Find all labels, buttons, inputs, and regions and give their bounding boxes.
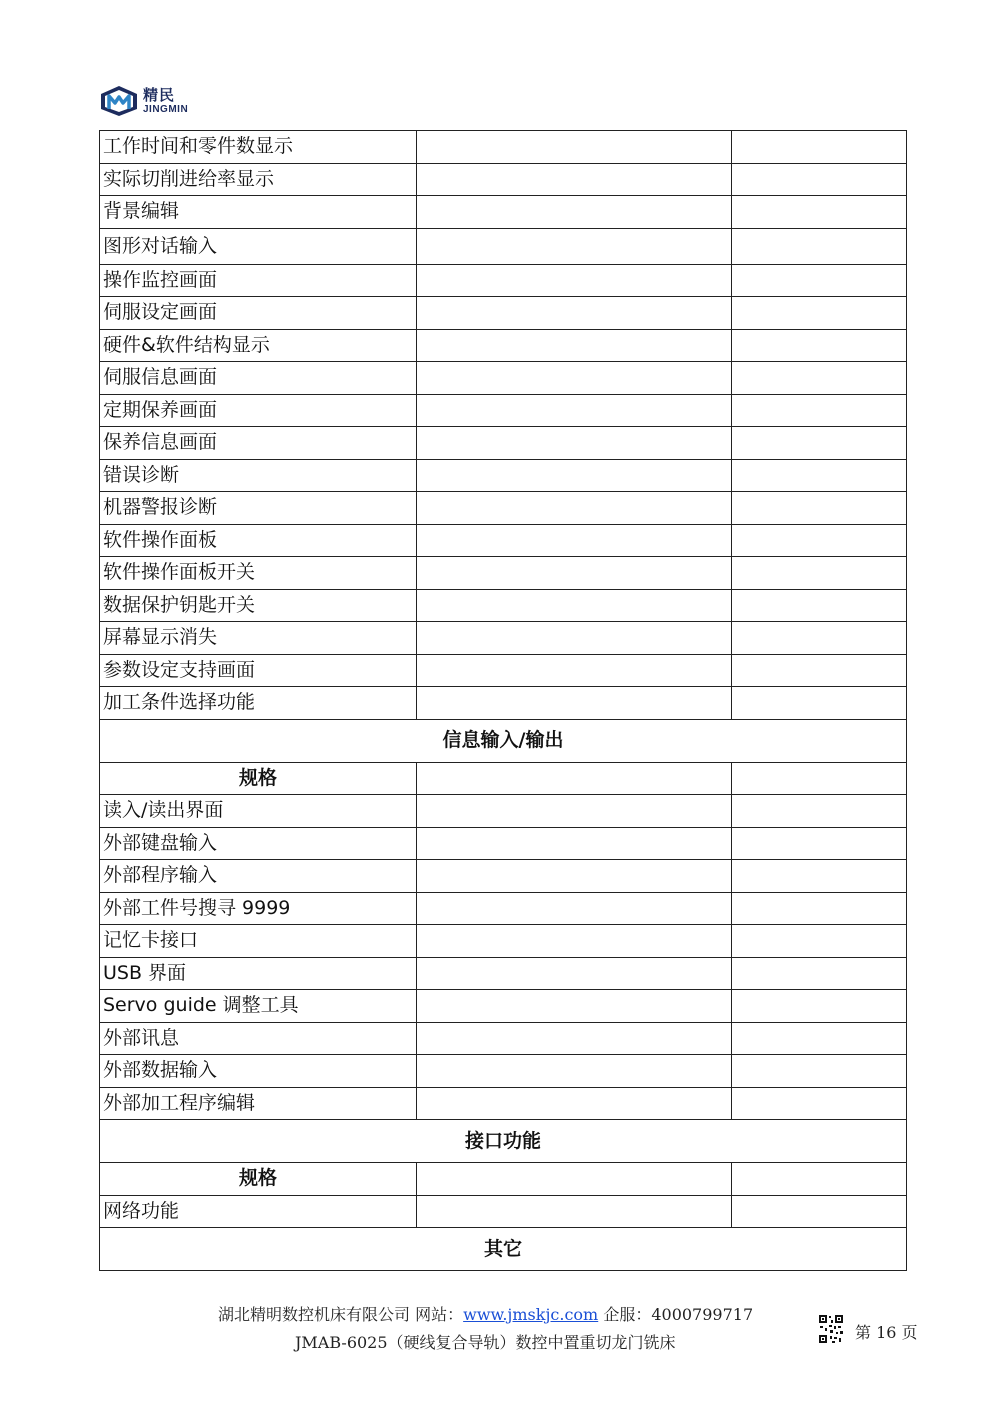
row-label: 软件操作面板开关 — [100, 557, 417, 590]
row-value — [417, 264, 732, 297]
spec-header-row — [100, 762, 907, 795]
row-note — [732, 990, 907, 1023]
row-label: 伺服设定画面 — [100, 297, 417, 330]
table-row — [100, 362, 907, 395]
row-label: 数据保护钥匙开关 — [100, 589, 417, 622]
table-row — [100, 827, 907, 860]
section-title: 其它 — [100, 1228, 907, 1271]
table-row — [100, 492, 907, 525]
row-label: 硬件&软件结构显示 — [100, 329, 417, 362]
row-value — [417, 394, 732, 427]
table-row — [100, 687, 907, 720]
row-note — [732, 589, 907, 622]
row-label: 实际切削进给率显示 — [100, 163, 417, 196]
spec-header-row — [100, 1163, 907, 1196]
row-note — [732, 1055, 907, 1088]
table-row — [100, 622, 907, 655]
row-note — [732, 1163, 907, 1196]
row-value — [417, 228, 732, 264]
row-label: 保养信息画面 — [100, 427, 417, 460]
row-note — [732, 687, 907, 720]
table-row — [100, 589, 907, 622]
row-value — [417, 827, 732, 860]
row-value — [417, 892, 732, 925]
table-row — [100, 131, 907, 164]
section-header-interface — [100, 1120, 907, 1163]
qr-code-icon — [818, 1314, 844, 1344]
row-value — [417, 297, 732, 330]
row-note — [732, 557, 907, 590]
table-row — [100, 297, 907, 330]
footer-website-link[interactable]: www.jmskjc.com — [463, 1305, 599, 1324]
row-value — [417, 622, 732, 655]
row-value — [417, 687, 732, 720]
footer-contact-line — [218, 1302, 753, 1325]
spec-column-header: 规格 — [100, 1163, 417, 1196]
row-note — [732, 524, 907, 557]
row-label: 屏幕显示消失 — [100, 622, 417, 655]
row-value — [417, 492, 732, 525]
row-value — [417, 524, 732, 557]
row-label: USB 界面 — [100, 957, 417, 990]
row-value — [417, 1195, 732, 1228]
row-value — [417, 1022, 732, 1055]
row-note — [732, 394, 907, 427]
row-value — [417, 131, 732, 164]
row-label: 图形对话输入 — [100, 228, 417, 264]
section-title: 接口功能 — [100, 1120, 907, 1163]
row-note — [732, 228, 907, 264]
row-note — [732, 264, 907, 297]
section-title: 信息输入/输出 — [100, 719, 907, 762]
footer-company: 湖北精明数控机床有限公司 — [218, 1305, 411, 1324]
row-label: 工作时间和零件数显示 — [100, 131, 417, 164]
table-row — [100, 654, 907, 687]
row-value — [417, 957, 732, 990]
row-label: 伺服信息画面 — [100, 362, 417, 395]
table-row — [100, 1055, 907, 1088]
row-label: 背景编辑 — [100, 196, 417, 229]
row-note — [732, 860, 907, 893]
row-value — [417, 163, 732, 196]
spec-column-header: 规格 — [100, 762, 417, 795]
section-header-io — [100, 719, 907, 762]
table-row — [100, 925, 907, 958]
row-value — [417, 795, 732, 828]
row-label: 外部数据输入 — [100, 1055, 417, 1088]
footer-website-label: 网站： — [415, 1305, 464, 1324]
table-row — [100, 957, 907, 990]
table-row — [100, 892, 907, 925]
row-note — [732, 762, 907, 795]
page-number: 第 16 页 — [855, 1323, 918, 1342]
logo-english-text: JINGMIN — [143, 103, 189, 115]
table-row — [100, 427, 907, 460]
row-note — [732, 297, 907, 330]
footer-product-line: JMAB-6025（硬线复合导轨）数控中置重切龙门铣床 — [295, 1333, 676, 1352]
jingmin-logo-icon — [99, 85, 139, 117]
row-label: 外部讯息 — [100, 1022, 417, 1055]
row-label: 机器警报诊断 — [100, 492, 417, 525]
row-value — [417, 860, 732, 893]
row-note — [732, 654, 907, 687]
table-row — [100, 795, 907, 828]
logo-chinese-text: 精民 — [143, 85, 176, 104]
table-row — [100, 394, 907, 427]
row-note — [732, 492, 907, 525]
row-value — [417, 990, 732, 1023]
company-logo — [99, 84, 188, 118]
row-value — [417, 196, 732, 229]
row-note — [732, 827, 907, 860]
row-value — [417, 762, 732, 795]
table-row — [100, 1087, 907, 1120]
row-label: 定期保养画面 — [100, 394, 417, 427]
row-note — [732, 957, 907, 990]
table-row — [100, 329, 907, 362]
table-row — [100, 990, 907, 1023]
row-label: 外部工件号搜寻 9999 — [100, 892, 417, 925]
table-row — [100, 524, 907, 557]
row-note — [732, 163, 907, 196]
row-label: 外部程序输入 — [100, 860, 417, 893]
row-label: 加工条件选择功能 — [100, 687, 417, 720]
row-note — [732, 196, 907, 229]
row-value — [417, 589, 732, 622]
row-note — [732, 892, 907, 925]
row-note — [732, 622, 907, 655]
row-value — [417, 557, 732, 590]
row-label: Servo guide 调整工具 — [100, 990, 417, 1023]
row-label: 参数设定支持画面 — [100, 654, 417, 687]
row-note — [732, 427, 907, 460]
row-note — [732, 1195, 907, 1228]
footer-service-phone: 4000799717 — [651, 1305, 754, 1324]
row-value — [417, 427, 732, 460]
row-value — [417, 362, 732, 395]
row-label: 软件操作面板 — [100, 524, 417, 557]
row-note — [732, 329, 907, 362]
row-value — [417, 654, 732, 687]
spec-table — [99, 130, 907, 1271]
row-label: 网络功能 — [100, 1195, 417, 1228]
row-label: 记忆卡接口 — [100, 925, 417, 958]
row-note — [732, 795, 907, 828]
row-label: 操作监控画面 — [100, 264, 417, 297]
table-row — [100, 860, 907, 893]
row-note — [732, 362, 907, 395]
row-label: 读入/读出界面 — [100, 795, 417, 828]
row-value — [417, 925, 732, 958]
row-label: 错误诊断 — [100, 459, 417, 492]
table-row — [100, 1022, 907, 1055]
row-note — [732, 459, 907, 492]
table-row — [100, 459, 907, 492]
table-row — [100, 196, 907, 229]
section-header-other — [100, 1228, 907, 1271]
footer-service-label: 企服： — [603, 1305, 652, 1324]
row-note — [732, 1022, 907, 1055]
row-note — [732, 1087, 907, 1120]
row-label: 外部加工程序编辑 — [100, 1087, 417, 1120]
row-note — [732, 925, 907, 958]
row-value — [417, 1055, 732, 1088]
row-value — [417, 459, 732, 492]
table-row — [100, 1195, 907, 1228]
table-row — [100, 264, 907, 297]
row-note — [732, 131, 907, 164]
table-row — [100, 228, 907, 264]
row-value — [417, 329, 732, 362]
row-value — [417, 1163, 732, 1196]
row-value — [417, 1087, 732, 1120]
row-label: 外部键盘输入 — [100, 827, 417, 860]
table-row — [100, 557, 907, 590]
table-row — [100, 163, 907, 196]
